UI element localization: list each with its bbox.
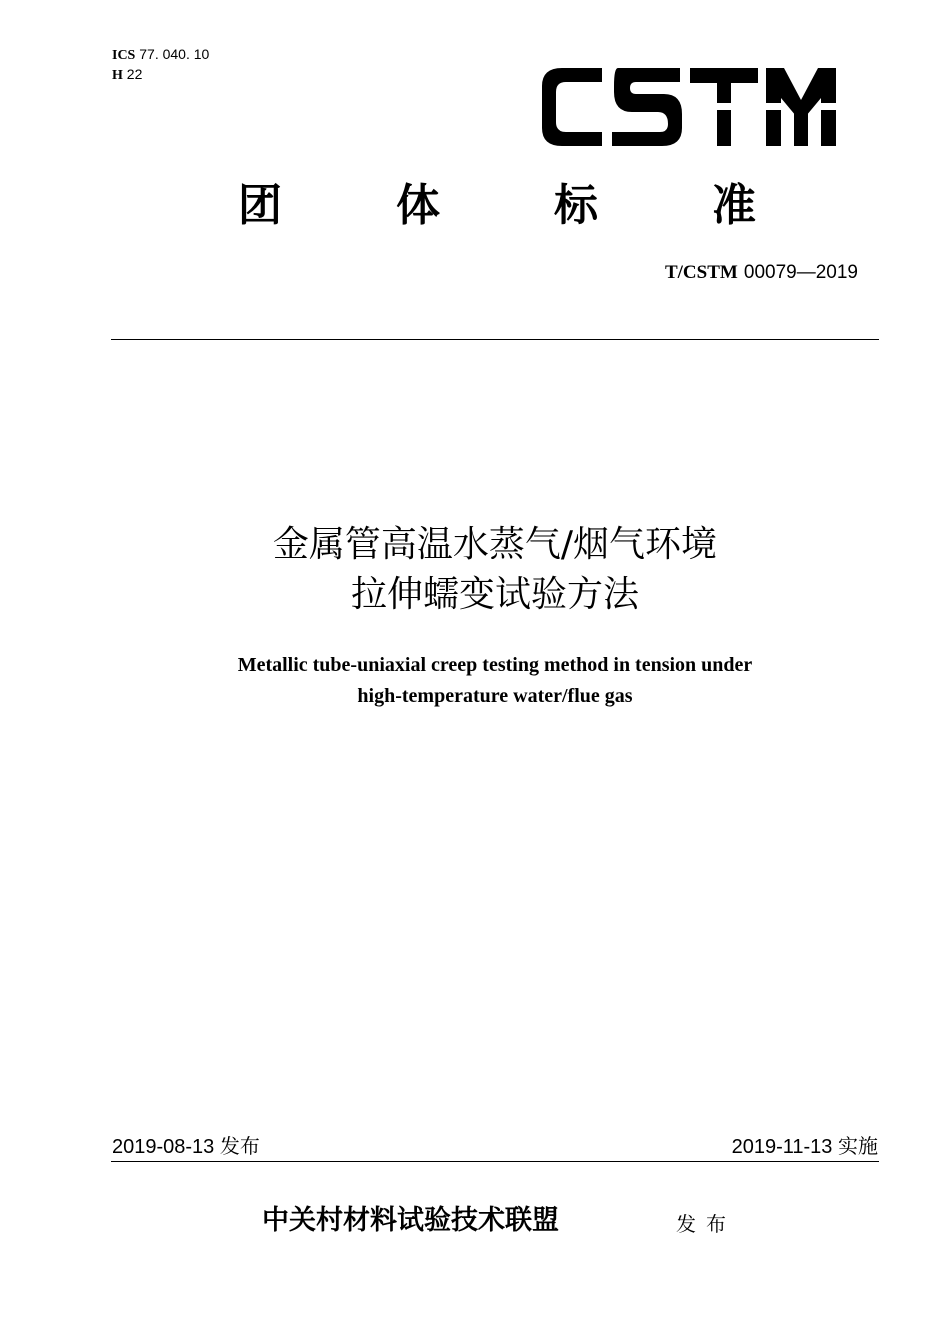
standard-code-prefix: T/CSTM [664,262,738,283]
logo-letter-m [766,68,836,146]
standard-code-number: 00079—2019 [743,262,858,283]
classification-codes [112,45,209,85]
standard-type-char: 准 [712,180,756,231]
title-en-line-1: Metallic tube-uniaxial creep testing method in tension under [237,654,753,676]
ics-label: ICS [112,48,136,63]
title-cn-line-1: 金属管高温水蒸气/烟气环境 [272,524,718,565]
standard-type-char: 团 [238,180,282,231]
ics-line [112,45,209,65]
logo-letter-s [612,68,682,146]
implementation-date: 2019-11-13 实施 [731,1136,878,1158]
logo-letter-c [542,68,602,146]
ccs-code: 22 [126,66,143,82]
ccs-label: H [112,68,123,83]
title-en-line-2: high-temperature water/flue gas [357,685,633,707]
title-chinese [0,520,950,620]
standard-type-char: 标 [554,180,598,231]
ccs-line [112,65,209,85]
title-cn-line-2: 拉伸蠕变试验方法 [350,574,639,615]
header-divider [111,339,879,340]
publish-label: 发布 [676,1212,736,1236]
issue-date: 2019-08-13 发布 [112,1136,260,1158]
cstm-logo [540,66,836,148]
standard-number [665,260,858,285]
publisher-name: 中关村材料试验技术联盟 [262,1205,559,1236]
standard-type-heading [232,178,762,234]
standard-type-char: 体 [396,180,440,231]
logo-letter-t [690,68,758,146]
ics-code: 77. 040. 10 [139,46,210,62]
footer-divider [111,1161,879,1162]
title-english [0,650,950,712]
